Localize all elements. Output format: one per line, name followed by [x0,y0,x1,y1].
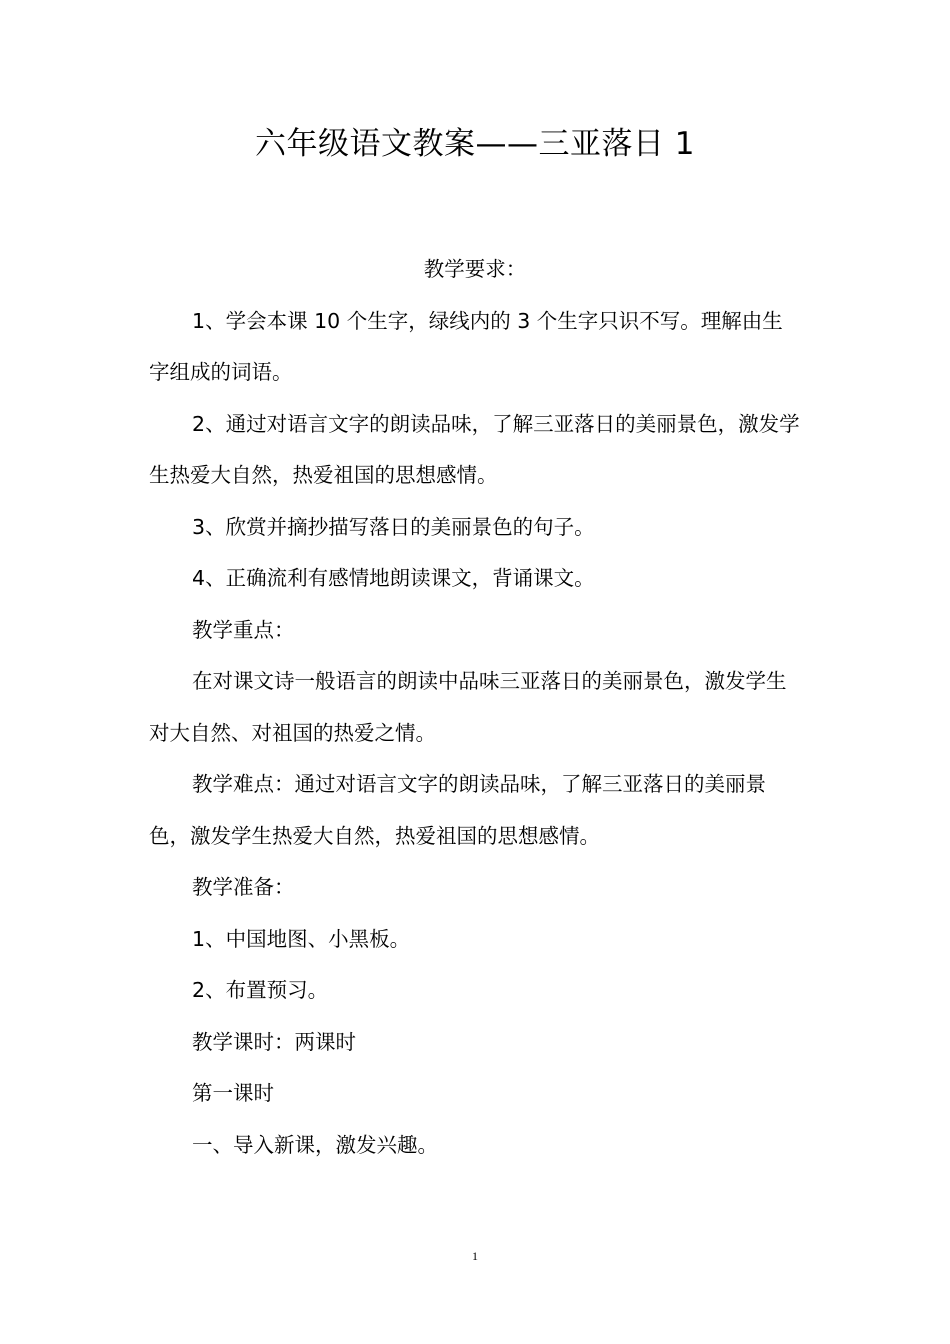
requirement-item-2: 2、通过对语言文字的朗读品味，了解三亚落日的美丽景色，激发学生热爱大自然，热爱祖国的思想感情。 [149,411,800,487]
section-heading-teaching-requirements: 教学要求： [423,257,527,281]
section-heading-key-points: 教学重点： [192,617,295,642]
document-title: 六年级语文教案——三亚落日 1 [254,126,696,162]
preparation-item-1: 1、中国地图、小黑板。 [192,926,411,951]
preparation-item-2: 2、布置预习。 [192,978,329,1002]
requirement-item-1: 1、学会本课 10 个生字，绿线内的 3 个生字只识不写。理解由生字组成的词语。 [149,308,783,384]
page-number: 1 [472,1249,478,1263]
lesson-heading: 第一课时 [192,1081,275,1105]
difficult-points-text: 教学难点：通过对语言文字的朗读品味，了解三亚落日的美丽景色，激发学生热爱大自然，热爱祖国的思想感情。 [149,772,767,848]
section-heading-preparation: 教学准备： [192,875,295,899]
requirement-item-3: 3、欣赏并摘抄描写落日的美丽景色的句子。 [192,514,595,539]
step-heading: 一、导入新课，激发兴趣。 [192,1132,439,1157]
key-points-text: 在对课文诗一般语言的朗读中品味三亚落日的美丽景色，激发学生对大自然、对祖国的热爱之情。 [149,669,787,745]
document-body [149,244,801,1171]
class-hours-text: 教学课时：两课时 [192,1029,357,1054]
requirement-item-4: 4、正确流利有感情地朗读课文，背诵课文。 [192,566,595,590]
